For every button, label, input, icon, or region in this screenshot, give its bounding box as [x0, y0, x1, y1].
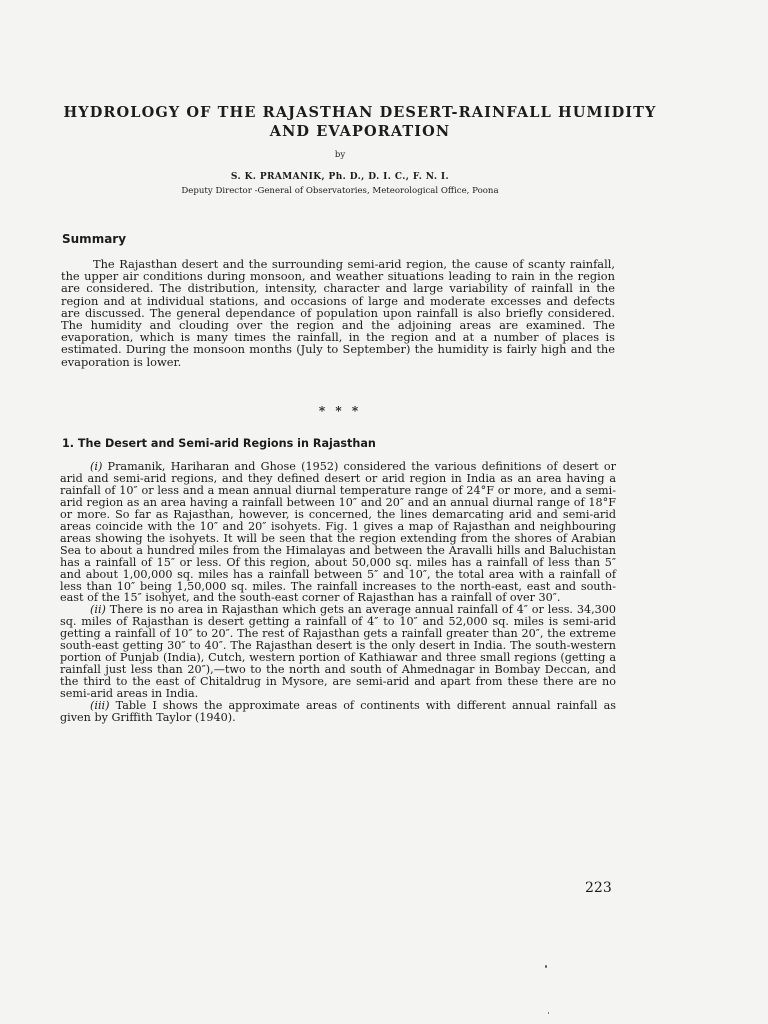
author-name: S. K. PRAMANIK, Ph. D., D. I. C., F. N. I.	[230, 172, 450, 182]
paragraph-marker: (iii)	[90, 699, 110, 713]
summary-text: The Rajasthan desert and the surrounding semi-arid region, the cause of scanty rainfall, the upper air conditions during monsoon, and weather situations leading to rain in the region are considered. The distribution, intensity, character and large variability of rainfall in the region and at individual stations, and occasions of large and moderate excesses and defects are discussed. The general dependance of population upon rainfall is also briefly considered. The humidity and clouding over the region and the adjoining areas are examined. The evaporation, which is many times the rainfall, in the region and at a number of places is estimated. During the monsoon months (July to September) the humidity is fairly high and the evaporation is lower.	[61, 257, 615, 369]
paragraph-text: There is no area in Rajasthan which gets an average annual rainfall of 4″ or less. 34,300 sq. miles of Rajasthan is desert getting a rainfall of 4″ to 10″ and 52,000 sq. miles is semi-arid getting a rainfall of 10″ to 20″. The rest of Rajasthan gets a rainfall greater than 20″, the extreme south-east getting 30″ to 40″. The Rajasthan desert is the only desert in India. The south-western portion of Punjab (India), Cutch, western portion of Kathiawar and three small regions (getting a rainfall just less than 20″),—two to the north and south of Ahmednagar in Bombay Deccan, and the third to the east of Chitaldrug in Mysore, are semi-arid and apart from these there are no semi-arid areas in India.	[60, 603, 616, 701]
scan-speck	[545, 965, 547, 968]
paper-title: HYDROLOGY OF THE RAJASTHAN DESERT-RAINFALL HUMIDITY AND EVAPORATION	[63, 104, 657, 140]
paragraph-i	[60, 461, 616, 604]
paragraph-ii	[60, 604, 616, 700]
byline-by: by	[334, 150, 346, 160]
paragraph-marker: (i)	[90, 460, 103, 473]
section-separator: * * *	[318, 404, 362, 418]
paragraph-marker: (ii)	[90, 603, 106, 617]
scan-speck	[548, 1012, 549, 1014]
page-number: 223	[585, 880, 612, 896]
author-affiliation: Deputy Director -General of Observatories, Meteorological Office, Poona	[181, 186, 499, 196]
section-heading: 1. The Desert and Semi-arid Regions in Rajasthan	[62, 437, 376, 450]
section-body	[60, 461, 616, 724]
paragraph-text: Pramanik, Hariharan and Ghose (1952) considered the various definitions of desert or arid and semi-arid regions, and they defined desert or arid region in India as an area having a rainfall of 10″ or less and a mean annual diurnal temperature range of 24°F or more, and a semi-arid region as an area having a rainfall between 10″ and 20″ and an annual diurnal range of 18°F or more. So far as Rajasthan, however, is concerned, the lines demarcating arid and semi-arid areas coincide with the 10″ and 20″ isohyets. Fig. 1 gives a map of Rajasthan and neighbouring areas showing the isohyets. It will be seen that the region extending from the shores of Arabian Sea to about a hundred miles from the Himalayas and between the Aravalli hills and Baluchistan has a rainfall of 15″ or less. Of this region, about 50,000 sq. miles has a rainfall of less than 5″ and about 1,00,000 sq. miles has a rainfall between 5″ and 10″, the total area with a rainfall of less than 10″ being 1,50,000 sq. miles. The rainfall increases to the north-east, east and south-east of the 15″ isohyet, and the south-east corner of Rajasthan has a rainfall of over 30″.	[60, 460, 616, 605]
paragraph-iii	[60, 700, 616, 724]
paragraph-text: Table I shows the approximate areas of continents with different annual rainfall as given by Griffith Taylor (1940).	[60, 699, 616, 725]
summary-heading: Summary	[62, 232, 127, 246]
